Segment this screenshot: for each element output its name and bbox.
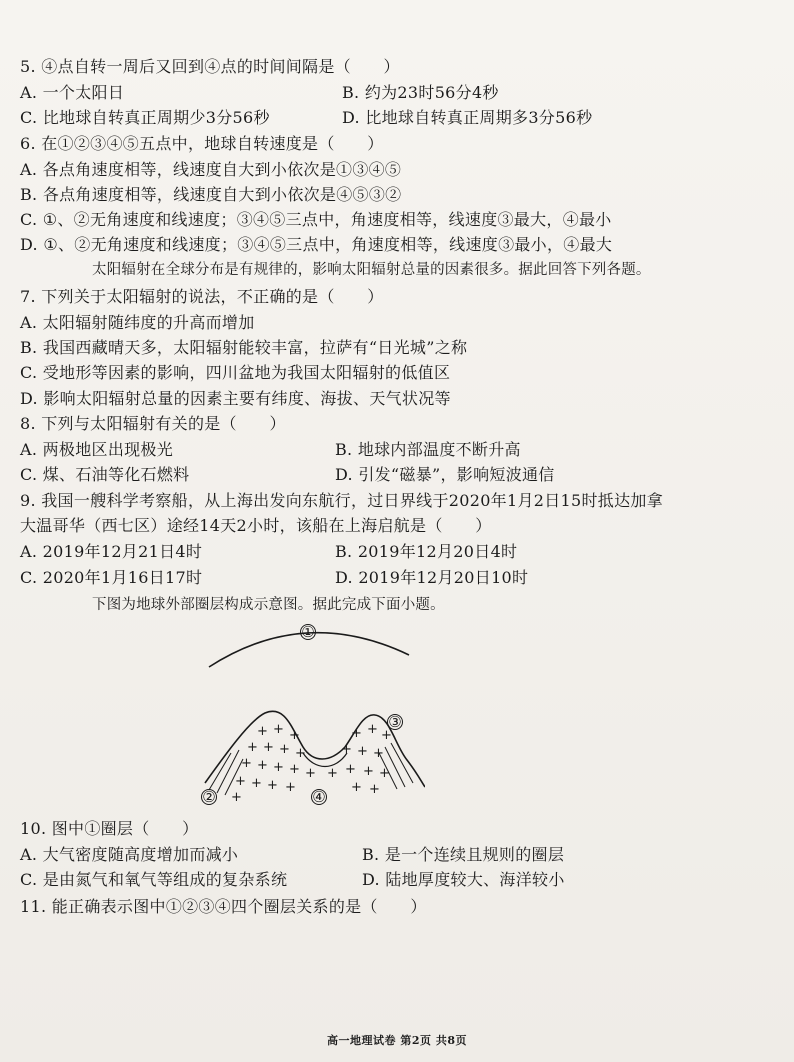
svg-text:+: + — [247, 740, 258, 755]
earth-spheres-diagram — [195, 615, 425, 815]
q8-option-a: A. 两极地区出现极光 — [20, 440, 174, 459]
q6-option-b: B. 各点角速度相等，线速度自大到小依次是④⑤③② — [20, 185, 402, 204]
label-1: ① — [301, 623, 315, 641]
q9-option-b: B. 2019年12月20日4时 — [335, 542, 518, 561]
q6-option-d: D. ①、②无角速度和线速度；③④⑤三点中，角速度相等，线速度③最小，④最大 — [20, 235, 613, 254]
q8-option-b: B. 地球内部温度不断升高 — [335, 440, 521, 459]
q7-option-d: D. 影响太阳辐射总量的因素主要有纬度、海拔、天气状况等 — [20, 389, 451, 408]
q10-option-a: A. 大气密度随高度增加而减小 — [20, 845, 239, 864]
q9-option-c: C. 2020年1月16日17时 — [20, 568, 203, 587]
svg-text:+: + — [273, 722, 284, 737]
q5-option-b: B. 约为23时56分4秒 — [342, 83, 499, 102]
label-3: ③ — [388, 713, 402, 731]
svg-text:+: + — [327, 766, 338, 781]
q8-stem: 8. 下列与太阳辐射有关的是（ ） — [20, 414, 286, 433]
q5-option-a: A. 一个太阳日 — [20, 83, 125, 102]
label-2: ② — [202, 788, 216, 806]
svg-text:+: + — [357, 744, 368, 759]
q5-option-d: D. 比地球自转真正周期多3分56秒 — [342, 108, 593, 127]
page-footer: 高一地理试卷 第2页 共8页 — [327, 1034, 467, 1047]
q9-stem-line2: 大温哥华（西七区）途经14天2小时，该船在上海启航是（ ） — [20, 516, 492, 535]
svg-text:+: + — [341, 742, 352, 757]
svg-text:+: + — [235, 774, 246, 789]
svg-text:+: + — [373, 746, 384, 761]
q5-option-c: C. 比地球自转真正周期少3分56秒 — [20, 108, 270, 127]
q9-option-a: A. 2019年12月21日4时 — [20, 542, 203, 561]
q6-option-a: A. 各点角速度相等，线速度自大到小依次是①③④⑤ — [20, 160, 402, 179]
svg-text:+: + — [289, 762, 300, 777]
svg-text:+: + — [267, 778, 278, 793]
q7-stem: 7. 下列关于太阳辐射的说法，不正确的是（ ） — [20, 287, 384, 306]
section-intro-diagram: 下图为地球外部圈层构成示意图。据此完成下面小题。 — [92, 597, 445, 613]
q7-option-c: C. 受地形等因素的影响，四川盆地为我国太阳辐射的低值区 — [20, 363, 451, 382]
svg-text:+: + — [363, 764, 374, 779]
svg-text:+: + — [257, 724, 268, 739]
svg-text:+: + — [305, 766, 316, 781]
svg-text:+: + — [279, 742, 290, 757]
svg-text:+: + — [241, 756, 252, 771]
q9-option-d: D. 2019年12月20日10时 — [335, 568, 529, 587]
svg-text:+: + — [345, 762, 356, 777]
svg-text:+: + — [273, 760, 284, 775]
svg-text:+: + — [367, 722, 378, 737]
q9-stem-line1: 9. 我国一艘科学考察船，从上海出发向东航行，过日界线于2020年1月2日15时抵达加拿 — [20, 491, 663, 510]
svg-text:+: + — [251, 776, 262, 791]
q6-stem: 6. 在①②③④⑤五点中，地球自转速度是（ ） — [20, 134, 384, 153]
q5-stem: 5. ④点自转一周后又回到④点的时间间隔是（ ） — [20, 57, 400, 76]
svg-text:+: + — [351, 780, 362, 795]
q7-option-b: B. 我国西藏晴天多，太阳辐射能较丰富，拉萨有“日光城”之称 — [20, 338, 468, 357]
q10-option-d: D. 陆地厚度较大、海洋较小 — [362, 870, 565, 889]
svg-text:+: + — [351, 726, 362, 741]
svg-text:+: + — [381, 728, 392, 743]
svg-text:+: + — [257, 758, 268, 773]
q11-stem: 11. 能正确表示图中①②③④四个圈层关系的是（ ） — [20, 897, 427, 916]
svg-text:+: + — [295, 746, 306, 761]
svg-text:+: + — [263, 740, 274, 755]
svg-text:+: + — [289, 728, 300, 743]
svg-text:+: + — [231, 790, 242, 805]
q6-option-c: C. ①、②无角速度和线速度；③④⑤三点中，角速度相等，线速度③最大，④最小 — [20, 210, 612, 229]
section-intro-solar-radiation: 太阳辐射在全球分布是有规律的，影响太阳辐射总量的因素很多。据此回答下列各题。 — [92, 262, 651, 278]
svg-text:+: + — [379, 766, 390, 781]
q7-option-a: A. 太阳辐射随纬度的升高而增加 — [20, 313, 255, 332]
label-4: ④ — [312, 788, 326, 806]
q10-option-b: B. 是一个连续且规则的圈层 — [362, 845, 565, 864]
q10-stem: 10. 图中①圈层（ ） — [20, 819, 199, 838]
svg-text:+: + — [285, 780, 296, 795]
q10-option-c: C. 是由氮气和氧气等组成的复杂系统 — [20, 870, 288, 889]
q8-option-d: D. 引发“磁暴”，影响短波通信 — [335, 465, 555, 484]
q8-option-c: C. 煤、石油等化石燃料 — [20, 465, 190, 484]
svg-text:+: + — [369, 782, 380, 797]
